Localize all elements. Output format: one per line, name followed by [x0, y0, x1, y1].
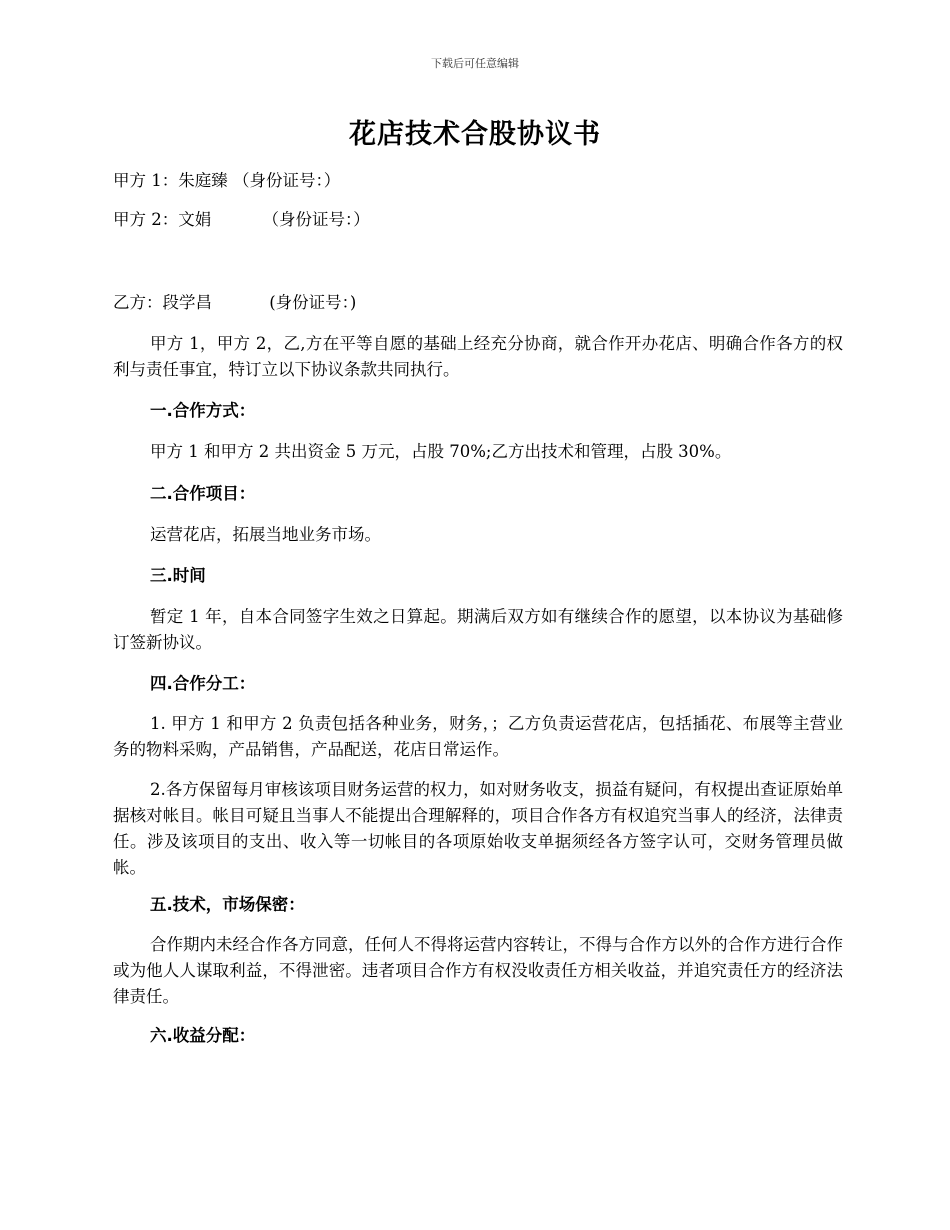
- party-a2-label: 甲方 2：文娟: [113, 210, 212, 229]
- party-a2-line: [113, 207, 843, 233]
- section-heading-5: 五.技术，市场保密：: [150, 895, 305, 914]
- intro-paragraph: 甲方 1，甲方 2，乙,方在平等自愿的基础上经充分协商，就合作开办花店、明确合作各方的权利与责任事宜，特订立以下协议条款共同执行。: [113, 334, 843, 379]
- section-3-paragraph: 暂定 1 年，自本合同签字生效之日算起。期满后双方如有继续合作的愿望，以本协议为基础修订签新协议。: [113, 607, 843, 652]
- section-5-paragraph: 合作期内未经合作各方同意，任何人不得将运营内容转让，不得与合作方以外的合作方进行合作或为他人人谋取利益，不得泄密。违者项目合作方有权没收责任方相关收益，并追究责任方的经济法律责任。: [113, 935, 843, 1006]
- section-heading-6: 六.收益分配：: [150, 1026, 256, 1045]
- section-heading-3: 三.时间: [150, 566, 206, 585]
- document-title: 花店技术合股协议书: [349, 119, 601, 150]
- section-heading-4: 四.合作分工：: [150, 674, 256, 693]
- section-4-paragraph-2: 2.各方保留每月审核该项目财务运营的权力，如对财务收支，损益有疑问，有权提出查证原始单据核对帐目。帐目可疑且当事人不能提出合理解释的，项目合作各方有权追究当事人的经济，法律责任。涉及该项目的支出、收入等一切帐目的各项原始收支单据须经各方签字认可，交财务管理员做帐。: [113, 780, 843, 877]
- header-note: 下载后可任意编辑: [431, 57, 519, 70]
- section-heading-2: 二.合作项目：: [150, 484, 256, 503]
- party-b-id: (身份证号：): [269, 293, 357, 312]
- party-a2-id: （身份证号：）: [262, 210, 370, 229]
- section-4-paragraph-1: 1. 甲方 1 和甲方 2 负责包括各种业务，财务，；乙方负责运营花店，包括插花、布展等主营业务的物料采购，产品销售，产品配送，花店日常运作。: [113, 714, 843, 759]
- party-b-label: 乙方：段学昌: [113, 293, 212, 312]
- section-heading-1: 一.合作方式：: [150, 401, 256, 420]
- party-a1-line: [113, 168, 843, 194]
- party-a1-id: （身份证号：）: [233, 171, 341, 190]
- party-b-line: [113, 290, 843, 316]
- party-a1-label: 甲方 1：朱庭臻: [113, 171, 228, 190]
- section-1-paragraph: 甲方 1 和甲方 2 共出资金 5 万元，占股 70%;乙方出技术和管理，占股 30%。: [150, 442, 732, 461]
- section-2-paragraph: 运营花店，拓展当地业务市场。: [150, 525, 381, 544]
